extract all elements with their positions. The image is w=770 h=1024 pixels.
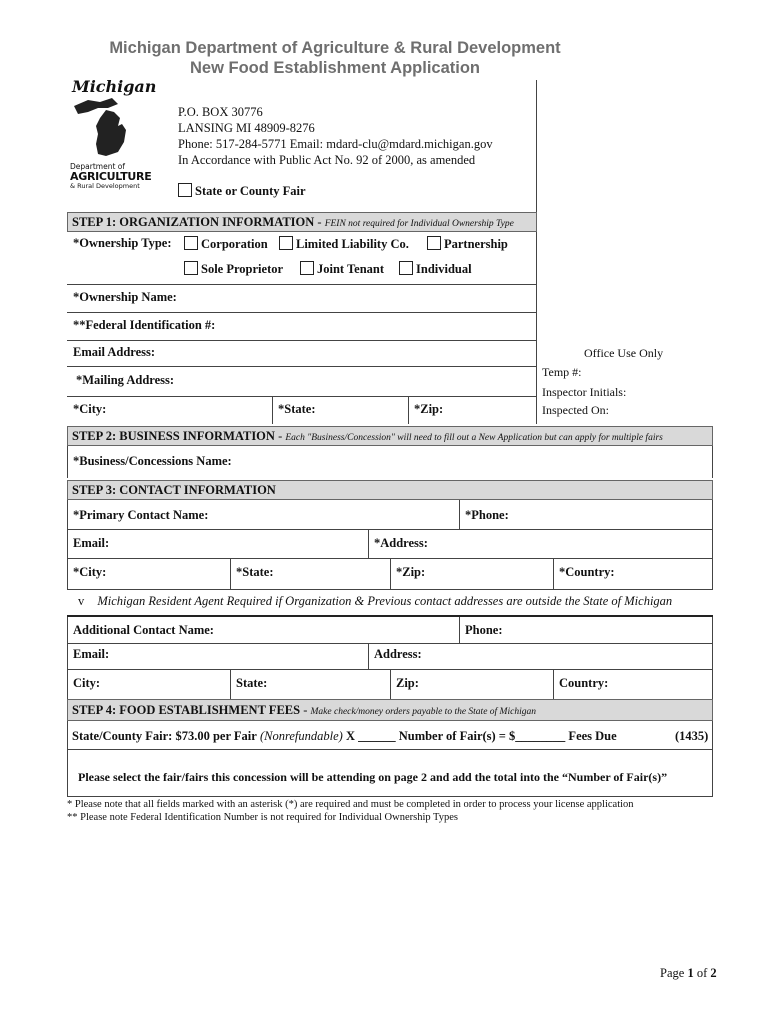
option-joint-tenant[interactable] xyxy=(300,261,384,277)
step1-header xyxy=(67,212,537,232)
step4-sep: - xyxy=(300,703,311,717)
page-subtitle: New Food Establishment Application xyxy=(190,59,480,77)
phone-email-line: Phone: 517-284-5771 Email: mdard-clu@mdard.michigan.gov xyxy=(178,137,493,151)
office-inspector: Inspector Initials: xyxy=(542,385,627,399)
option-partnership[interactable] xyxy=(427,236,508,252)
step4-title: STEP 4: FOOD ESTABLISHMENT FEES xyxy=(72,703,301,717)
primary-email-field[interactable]: Email: xyxy=(73,536,110,550)
checkbox-icon[interactable] xyxy=(184,261,198,275)
checkbox-icon[interactable] xyxy=(184,236,198,250)
checkbox-icon[interactable] xyxy=(279,236,293,250)
page-current: 1 xyxy=(687,966,694,980)
option-label: Joint Tenant xyxy=(317,262,385,276)
footnote-required: * Please note that all fields marked with an asterisk (*) are required and must be completed in order to process your license application xyxy=(67,799,634,810)
primary-address-field[interactable]: *Address: xyxy=(374,536,428,550)
city-field[interactable]: *City: xyxy=(73,402,107,416)
primary-contact-field[interactable]: *Primary Contact Name: xyxy=(73,508,209,522)
additional-state-field[interactable]: State: xyxy=(236,676,268,690)
step4-header xyxy=(67,699,713,721)
city-line: LANSING MI 48909-8276 xyxy=(178,121,315,135)
business-name-field[interactable]: *Business/Concessions Name: xyxy=(73,454,232,468)
step4-note: Make check/money orders payable to the State of Michigan xyxy=(310,707,536,717)
state-county-fair-label: State or County Fair xyxy=(195,184,306,198)
office-use-title: Office Use Only xyxy=(584,346,664,360)
act-line: In Accordance with Public Act No. 92 of 2000, as amended xyxy=(178,153,476,167)
bullet-icon: v xyxy=(78,594,85,608)
option-individual[interactable] xyxy=(399,261,472,277)
resident-note-text: Michigan Resident Agent Required if Organization & Previous contact addresses are outside the State of Michigan xyxy=(97,594,673,608)
office-inspected-on: Inspected On: xyxy=(542,403,609,417)
step1-sep: - xyxy=(314,215,325,229)
step1-title: STEP 1: ORGANIZATION INFORMATION xyxy=(72,215,315,229)
email-address-field[interactable]: Email Address: xyxy=(73,345,156,359)
po-box: P.O. BOX 30776 xyxy=(178,105,263,119)
additional-city-field[interactable]: City: xyxy=(73,676,101,690)
checkbox-icon[interactable] xyxy=(427,236,441,250)
page-number xyxy=(660,966,717,981)
option-sole-proprietor[interactable] xyxy=(184,261,283,277)
michigan-map-icon xyxy=(70,96,140,158)
checkbox-icon[interactable] xyxy=(178,183,192,197)
zip-field[interactable]: *Zip: xyxy=(414,402,444,416)
mdard-logo xyxy=(70,78,170,196)
address-block xyxy=(178,104,493,168)
additional-phone-field[interactable]: Phone: xyxy=(465,623,503,637)
additional-zip-field[interactable]: Zip: xyxy=(396,676,419,690)
primary-state-field[interactable]: *State: xyxy=(236,565,274,579)
fee-line xyxy=(72,729,617,744)
fair-selection-instruction: Please select the fair/fairs this concession will be attending on page 2 and add the total into the “Number of Fair(s)” xyxy=(78,770,668,784)
option-label: Partnership xyxy=(444,237,508,251)
step2-sep: - xyxy=(274,429,286,443)
logo-line3: & Rural Development xyxy=(70,182,140,190)
step2-note: Each "Business/Concession" will need to fill out a New Application but can apply for multiple fairs xyxy=(285,433,663,443)
checkbox-icon[interactable] xyxy=(399,261,413,275)
option-label: Limited Liability Co. xyxy=(296,237,409,251)
primary-phone-field[interactable]: *Phone: xyxy=(465,508,509,522)
ownership-type-label: *Ownership Type: xyxy=(73,236,172,250)
page-title: Michigan Department of Agriculture & Rural Development xyxy=(109,39,561,57)
option-label: Sole Proprietor xyxy=(201,262,284,276)
mailing-address-field[interactable]: *Mailing Address: xyxy=(76,373,175,387)
page-total: 2 xyxy=(710,966,717,980)
step2-title: STEP 2: BUSINESS INFORMATION xyxy=(72,429,275,443)
additional-country-field[interactable]: Country: xyxy=(559,676,609,690)
step3-title: STEP 3: CONTACT INFORMATION xyxy=(72,483,276,497)
federal-id-field[interactable]: **Federal Identification #: xyxy=(73,318,216,332)
fee-calculation[interactable]: X ______ Number of Fair(s) = $________ Fees Due xyxy=(342,729,617,743)
option-label: Corporation xyxy=(201,237,268,251)
primary-zip-field[interactable]: *Zip: xyxy=(396,565,426,579)
option-label: Individual xyxy=(416,262,472,276)
resident-agent-note xyxy=(78,594,672,609)
option-llc[interactable] xyxy=(279,236,409,252)
logo-line1: Department of xyxy=(70,162,125,171)
state-field[interactable]: *State: xyxy=(278,402,316,416)
state-county-fair-option[interactable] xyxy=(178,183,306,199)
additional-contact-field[interactable]: Additional Contact Name: xyxy=(73,623,214,637)
checkbox-icon[interactable] xyxy=(300,261,314,275)
primary-city-field[interactable]: *City: xyxy=(73,565,107,579)
page-of: of xyxy=(696,966,708,980)
ownership-name-field[interactable]: *Ownership Name: xyxy=(73,290,177,304)
fee-label: State/County Fair: $73.00 per Fair xyxy=(72,729,257,743)
footnote-federal-id: ** Please note Federal Identification Number is not required for Individual Ownership Types xyxy=(67,812,458,823)
fee-note: (Nonrefundable) xyxy=(259,729,343,743)
logo-line2: AGRICULTURE xyxy=(70,170,152,183)
step1-note: FEIN not required for Individual Ownership Type xyxy=(324,219,514,229)
page-label: Page xyxy=(660,966,685,980)
fee-code: (1435) xyxy=(675,729,709,743)
additional-email-field[interactable]: Email: xyxy=(73,647,110,661)
step3-header xyxy=(67,480,713,500)
option-corporation[interactable] xyxy=(184,236,268,252)
office-temp: Temp #: xyxy=(542,365,582,379)
primary-country-field[interactable]: *Country: xyxy=(559,565,615,579)
logo-script-text: Michigan xyxy=(72,77,157,96)
additional-address-field[interactable]: Address: xyxy=(374,647,422,661)
step2-header xyxy=(67,426,713,446)
